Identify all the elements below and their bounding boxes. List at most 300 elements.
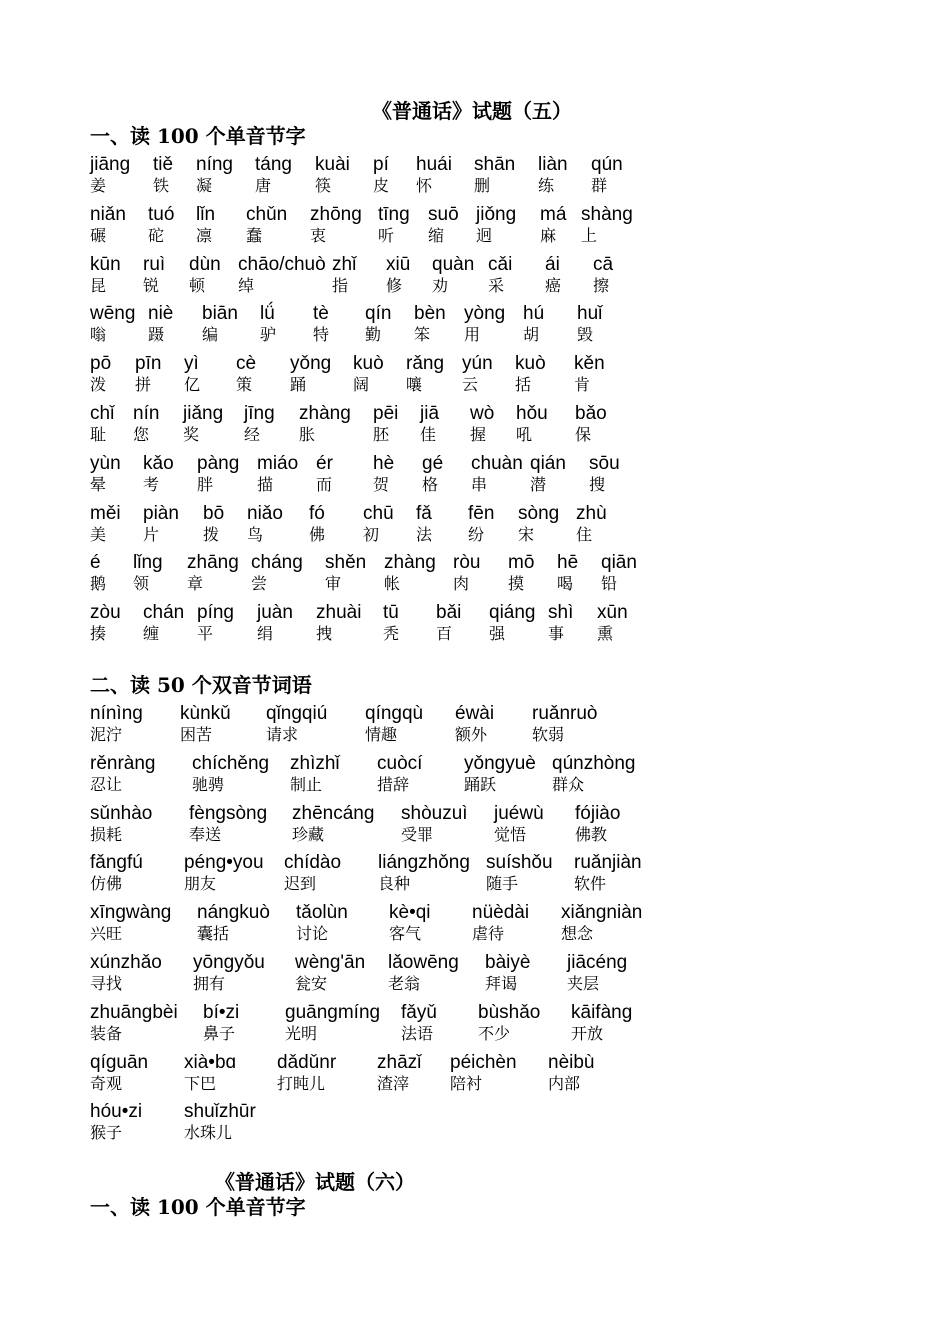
pinyin-text: tǎolùn [296, 902, 348, 924]
pinyin-text: guāngmíng [285, 1001, 381, 1023]
hanzi-text: 胖 [197, 474, 214, 494]
pinyin-text: bǎo [575, 403, 607, 424]
hanzi-text: 美 [90, 524, 107, 544]
syllable-cell [133, 403, 159, 445]
syllable-cell [315, 154, 350, 196]
pinyin-text: xià•bɑ [184, 1051, 237, 1073]
hanzi-text: 法语 [401, 1023, 434, 1043]
syllable-cell [365, 303, 391, 345]
hanzi-text: 亿 [184, 375, 201, 395]
hanzi-text: 奇观 [90, 1073, 123, 1093]
syllable-cell [383, 602, 399, 644]
hanzi-text: 听 [378, 225, 395, 245]
pinyin-text: tiě [153, 154, 174, 175]
hanzi-text: 奉送 [189, 824, 222, 844]
pinyin-text: wēng [90, 303, 136, 325]
test5-section1-heading: 一、读 100 个单音节字 [90, 124, 306, 148]
hanzi-text: 群 [591, 176, 608, 195]
hanzi-text: 水珠儿 [184, 1123, 233, 1143]
syllable-cell [518, 503, 559, 545]
hanzi-text: 劝 [432, 275, 449, 295]
hanzi-text: 姜 [90, 176, 107, 195]
word-cell [567, 952, 627, 994]
hanzi-text: 朋友 [184, 874, 217, 894]
pinyin-text: pō [90, 353, 112, 375]
pinyin-text: kūn [90, 253, 121, 275]
pinyin-text: fǎ [416, 502, 432, 524]
word-cell [266, 703, 327, 745]
hanzi-text: 陪衬 [450, 1073, 483, 1093]
hanzi-text: 砣 [148, 225, 165, 245]
syllable-cell [489, 602, 536, 644]
hanzi-text: 仿佛 [90, 874, 123, 894]
hanzi-text: 瓮安 [295, 974, 328, 993]
word-cell [192, 753, 269, 795]
syllable-cell [90, 154, 130, 196]
pinyin-text: shòuzuì [401, 802, 468, 824]
syllable-cell [574, 353, 605, 395]
hanzi-text: 肯 [574, 375, 591, 395]
syllable-cell [196, 204, 215, 246]
hanzi-text: 忍让 [90, 774, 123, 794]
pinyin-text: bí•zi [203, 1001, 240, 1023]
pinyin-text: zhāzǐ [377, 1051, 422, 1073]
pinyin-text: miáo [257, 452, 299, 474]
word-cell [180, 703, 231, 745]
syllable-cell [255, 154, 292, 196]
syllable-cell [260, 303, 276, 345]
pinyin-text: jiǎng [183, 403, 224, 424]
hanzi-text: 住 [576, 524, 593, 544]
pinyin-text: zhù [576, 502, 607, 524]
word-cell [296, 902, 348, 944]
pinyin-text: niè [148, 303, 174, 325]
pinyin-text: nüèdài [472, 902, 530, 924]
pinyin-text: chǔn [246, 203, 288, 225]
pinyin-text: chū [363, 502, 394, 524]
pinyin-text: fó [309, 502, 325, 524]
hanzi-text: 虐待 [472, 924, 505, 944]
pinyin-text: nèibù [548, 1051, 595, 1073]
syllable-cell [432, 254, 474, 296]
word-cell [295, 952, 365, 994]
test6-section1-heading: 一、读 100 个单音节字 [90, 1195, 306, 1219]
hanzi-text: 云 [462, 375, 479, 395]
word-cell [90, 1101, 142, 1143]
syllable-cell [601, 552, 637, 594]
hanzi-text: 锐 [143, 275, 160, 295]
hanzi-text: 光明 [285, 1023, 318, 1043]
pinyin-text: qíngqù [365, 703, 424, 724]
syllable-cell [468, 503, 494, 545]
syllable-cell [202, 303, 238, 345]
hanzi-text: 初 [363, 524, 380, 544]
syllable-cell [545, 254, 561, 296]
pinyin-text: kěn [574, 353, 605, 375]
hanzi-text: 指 [332, 275, 349, 295]
pinyin-text: liángzhǒng [378, 852, 470, 874]
pinyin-text: ròu [453, 552, 481, 574]
pinyin-text: kǎo [143, 452, 174, 474]
hanzi-text: 鸟 [247, 524, 264, 544]
pinyin-text: zhàng [384, 552, 436, 574]
word-cell [90, 1052, 148, 1094]
hanzi-text: 蹑 [148, 325, 165, 345]
hanzi-text: 迥 [476, 225, 493, 245]
syllable-cell [143, 453, 174, 495]
pinyin-text: péng•you [184, 852, 264, 874]
syllable-cell [309, 503, 325, 545]
pinyin-text: níng [196, 154, 233, 175]
syllable-cell [436, 602, 461, 644]
pinyin-text: jiāng [90, 154, 131, 175]
pinyin-text: cè [236, 353, 257, 375]
syllable-cell [530, 453, 566, 495]
hanzi-text: 额外 [455, 725, 488, 744]
hanzi-text: 握 [470, 425, 487, 444]
hanzi-text: 胡 [523, 325, 540, 345]
pinyin-text: kuò [515, 353, 546, 375]
syllable-cell [589, 453, 620, 495]
hanzi-text: 鼻子 [203, 1023, 236, 1043]
hanzi-text: 格 [422, 474, 439, 494]
hanzi-text: 驴 [260, 325, 277, 345]
syllable-cell [516, 403, 548, 445]
hanzi-text: 损耗 [90, 824, 123, 844]
pinyin-text: jiācéng [567, 952, 628, 973]
word-cell [277, 1052, 336, 1094]
word-cell [90, 703, 143, 745]
pinyin-text: kùnkǔ [180, 703, 231, 724]
pinyin-text: bèn [414, 303, 446, 325]
syllable-cell [471, 453, 523, 495]
hanzi-text: 囊括 [197, 924, 230, 944]
pinyin-text: fójiào [575, 802, 621, 824]
hanzi-text: 您 [133, 425, 150, 444]
pinyin-text: lǘ [260, 303, 275, 325]
syllable-cell [406, 353, 444, 395]
syllable-cell [197, 453, 239, 495]
hanzi-text: 上 [581, 225, 598, 245]
hanzi-text: 描 [257, 474, 274, 494]
pinyin-text: suō [428, 203, 459, 225]
hanzi-text: 纷 [468, 524, 485, 544]
word-cell [575, 803, 620, 845]
pinyin-text: ér [316, 452, 333, 474]
pinyin-text: shěn [325, 552, 367, 574]
syllable-cell [236, 353, 256, 395]
syllable-cell [135, 353, 161, 395]
hanzi-text: 筷 [315, 176, 332, 195]
hanzi-text: 铁 [153, 176, 170, 195]
syllable-cell [299, 403, 351, 445]
pinyin-text: zhuāngbèi [90, 1001, 178, 1023]
syllable-cell [90, 453, 121, 495]
hanzi-text: 制止 [290, 774, 323, 794]
pinyin-text: zhìzhǐ [290, 752, 340, 774]
syllable-cell [378, 204, 410, 246]
hanzi-text: 佳 [420, 425, 437, 444]
hanzi-text: 措辞 [377, 774, 410, 794]
word-cell [401, 1002, 437, 1044]
pinyin-text: zhēncáng [292, 802, 375, 824]
pinyin-text: píng [197, 602, 234, 624]
pinyin-text: huái [416, 154, 452, 175]
hanzi-text: 缠 [143, 624, 160, 644]
hanzi-text: 特 [313, 325, 330, 345]
pinyin-text: dùn [189, 253, 221, 275]
syllable-cell [575, 403, 607, 445]
pinyin-text: piàn [143, 502, 179, 524]
hanzi-text: 随手 [486, 874, 519, 894]
hanzi-text: 保 [575, 425, 592, 444]
word-cell [377, 753, 422, 795]
pinyin-text: xūn [597, 602, 628, 624]
word-cell [90, 852, 143, 894]
pinyin-text: yǒngyuè [464, 752, 536, 774]
word-cell [285, 1002, 380, 1044]
hanzi-text: 擦 [593, 275, 610, 295]
pinyin-text: lǐng [133, 552, 163, 574]
syllable-cell [414, 303, 446, 345]
hanzi-text: 经 [244, 425, 261, 444]
syllable-cell [464, 303, 505, 345]
pinyin-text: ruǎnruò [532, 703, 598, 724]
pinyin-text: liàn [538, 154, 568, 175]
pinyin-text: shàng [581, 203, 633, 225]
hanzi-text: 鹅 [90, 574, 107, 594]
syllable-cell [184, 353, 200, 395]
pinyin-text: tuó [148, 203, 175, 225]
syllable-cell [90, 303, 135, 345]
word-cell [486, 852, 553, 894]
syllable-cell [189, 254, 221, 296]
hanzi-text: 拼 [135, 375, 152, 395]
pinyin-text: qiān [601, 552, 637, 574]
pinyin-text: shì [548, 602, 574, 624]
pinyin-text: fǎngfú [90, 852, 143, 874]
syllable-cell [540, 204, 566, 246]
hanzi-text: 兴旺 [90, 924, 123, 944]
hanzi-text: 麻 [540, 225, 557, 245]
hanzi-text: 皮 [373, 176, 390, 195]
syllable-cell [373, 403, 398, 445]
syllable-cell [90, 552, 106, 594]
syllable-cell [203, 503, 224, 545]
pinyin-text: chǐ [90, 403, 115, 424]
hanzi-text: 想念 [561, 924, 594, 944]
pinyin-text: yòng [464, 303, 506, 325]
word-cell [377, 1052, 421, 1094]
syllable-cell [133, 552, 163, 594]
hanzi-text: 法 [416, 524, 433, 544]
hanzi-text: 嗡 [90, 325, 107, 345]
hanzi-text: 拨 [203, 524, 220, 544]
pinyin-text: é [90, 552, 101, 574]
syllable-cell [143, 503, 179, 545]
hanzi-text: 审 [325, 574, 342, 594]
syllable-cell [310, 204, 362, 246]
syllable-cell [316, 602, 361, 644]
pinyin-text: qúnzhòng [552, 752, 636, 774]
pinyin-text: jīng [244, 403, 275, 424]
word-cell [184, 1052, 236, 1094]
hanzi-text: 碾 [90, 225, 107, 245]
hanzi-text: 蠢 [246, 225, 263, 245]
pinyin-text: yōngyǒu [193, 952, 265, 973]
word-cell [532, 703, 598, 745]
hanzi-text: 困苦 [180, 725, 213, 744]
word-cell [574, 852, 642, 894]
hanzi-text: 搜 [589, 474, 606, 494]
pinyin-text: táng [255, 154, 292, 175]
syllable-cell [581, 204, 633, 246]
pinyin-text: pàng [197, 452, 240, 474]
pinyin-text: hú [523, 303, 545, 325]
word-cell [90, 1002, 178, 1044]
pinyin-text: ruì [143, 253, 166, 275]
hanzi-text: 用 [464, 325, 481, 345]
syllable-cell [353, 353, 384, 395]
hanzi-text: 衷 [310, 225, 327, 245]
pinyin-text: juàn [257, 602, 293, 624]
word-cell [90, 902, 171, 944]
hanzi-text: 佛 [309, 524, 326, 544]
pinyin-text: juéwù [494, 802, 544, 824]
word-cell [197, 902, 270, 944]
hanzi-text: 笨 [414, 325, 431, 345]
hanzi-text: 勤 [365, 325, 382, 345]
syllable-cell [462, 353, 493, 395]
pinyin-text: xīngwàng [90, 902, 172, 924]
hanzi-text: 凝 [196, 176, 213, 195]
syllable-cell [373, 453, 394, 495]
word-cell [561, 902, 642, 944]
syllable-cell [257, 602, 293, 644]
pinyin-text: chuàn [471, 452, 523, 474]
syllable-cell [90, 254, 121, 296]
pinyin-text: ái [545, 253, 560, 275]
hanzi-text: 肉 [453, 574, 470, 594]
pinyin-text: tīng [378, 203, 410, 225]
hanzi-text: 绢 [257, 624, 274, 644]
syllable-cell [577, 303, 602, 345]
word-cell [548, 1052, 595, 1094]
syllable-cell [90, 403, 114, 445]
pinyin-text: rěnràng [90, 752, 156, 774]
hanzi-text: 事 [548, 624, 565, 644]
pinyin-text: pēi [373, 403, 399, 424]
hanzi-text: 客气 [389, 924, 422, 944]
word-cell [365, 703, 423, 745]
hanzi-text: 括 [515, 375, 532, 395]
hanzi-text: 毁 [577, 325, 594, 345]
pinyin-text: bàiyè [485, 952, 531, 973]
word-cell [193, 952, 265, 994]
hanzi-text: 采 [488, 275, 505, 295]
pinyin-text: éwài [455, 703, 495, 724]
pinyin-text: dǎdǔnr [277, 1051, 337, 1073]
hanzi-text: 领 [133, 574, 150, 594]
word-cell [464, 753, 536, 795]
hanzi-text: 考 [143, 474, 160, 494]
pinyin-text: sòng [518, 502, 560, 524]
hanzi-text: 踊 [290, 375, 307, 395]
test5-title: 《普通话》试题（五） [372, 99, 572, 123]
syllable-cell [187, 552, 239, 594]
syllable-cell [576, 503, 607, 545]
pinyin-text: kuò [353, 353, 384, 375]
syllable-cell [373, 154, 389, 196]
pinyin-text: yùn [90, 452, 121, 474]
word-cell [485, 952, 530, 994]
hanzi-text: 下巴 [184, 1073, 217, 1093]
hanzi-text: 尝 [251, 574, 268, 594]
syllable-cell [148, 204, 174, 246]
syllable-cell [183, 403, 223, 445]
hanzi-text: 凛 [196, 225, 213, 245]
hanzi-text: 佛教 [575, 824, 608, 844]
pinyin-text: zhàng [299, 403, 351, 424]
word-cell [90, 753, 156, 795]
syllable-cell [251, 552, 303, 594]
hanzi-text: 帐 [384, 574, 401, 594]
pinyin-text: qián [530, 452, 566, 474]
pinyin-text: qín [365, 303, 392, 325]
hanzi-text: 百 [436, 624, 453, 644]
hanzi-text: 打盹儿 [277, 1073, 326, 1093]
pinyin-text: hǒu [516, 403, 548, 424]
syllable-cell [428, 204, 459, 246]
test5-section2-heading: 二、读 50 个双音节词语 [90, 673, 312, 697]
hanzi-text: 而 [316, 474, 333, 494]
pinyin-text: chíchěng [192, 752, 270, 774]
hanzi-text: 串 [471, 474, 488, 494]
pinyin-text: hè [373, 452, 395, 474]
pinyin-text: tè [313, 303, 329, 325]
syllable-cell [416, 503, 432, 545]
hanzi-text: 装备 [90, 1023, 123, 1043]
word-cell [184, 1101, 256, 1143]
pinyin-text: xiǎngniàn [561, 902, 643, 924]
hanzi-text: 良种 [378, 874, 411, 894]
pinyin-text: xúnzhǎo [90, 952, 162, 973]
syllable-cell [420, 403, 439, 445]
syllable-cell [196, 154, 233, 196]
pinyin-text: hē [557, 552, 579, 574]
hanzi-text: 胀 [299, 425, 316, 444]
word-cell [389, 902, 431, 944]
syllable-cell [548, 602, 573, 644]
word-cell [401, 803, 468, 845]
word-cell [472, 902, 529, 944]
syllable-cell [143, 602, 184, 644]
pinyin-text: chídào [284, 852, 342, 874]
test6-title: 《普通话》试题（六） [215, 1170, 415, 1194]
pinyin-text: shān [474, 154, 516, 175]
pinyin-text: zhǐ [332, 253, 357, 275]
syllable-cell [197, 602, 234, 644]
syllable-cell [523, 303, 544, 345]
hanzi-text: 群众 [552, 774, 585, 794]
pinyin-text: wò [470, 403, 495, 424]
pinyin-text: suíshǒu [486, 852, 553, 874]
pinyin-text: yǒng [290, 353, 332, 375]
hanzi-text: 癌 [545, 275, 562, 295]
word-cell [292, 803, 374, 845]
hanzi-text: 拥有 [193, 974, 226, 993]
syllable-cell [90, 204, 126, 246]
